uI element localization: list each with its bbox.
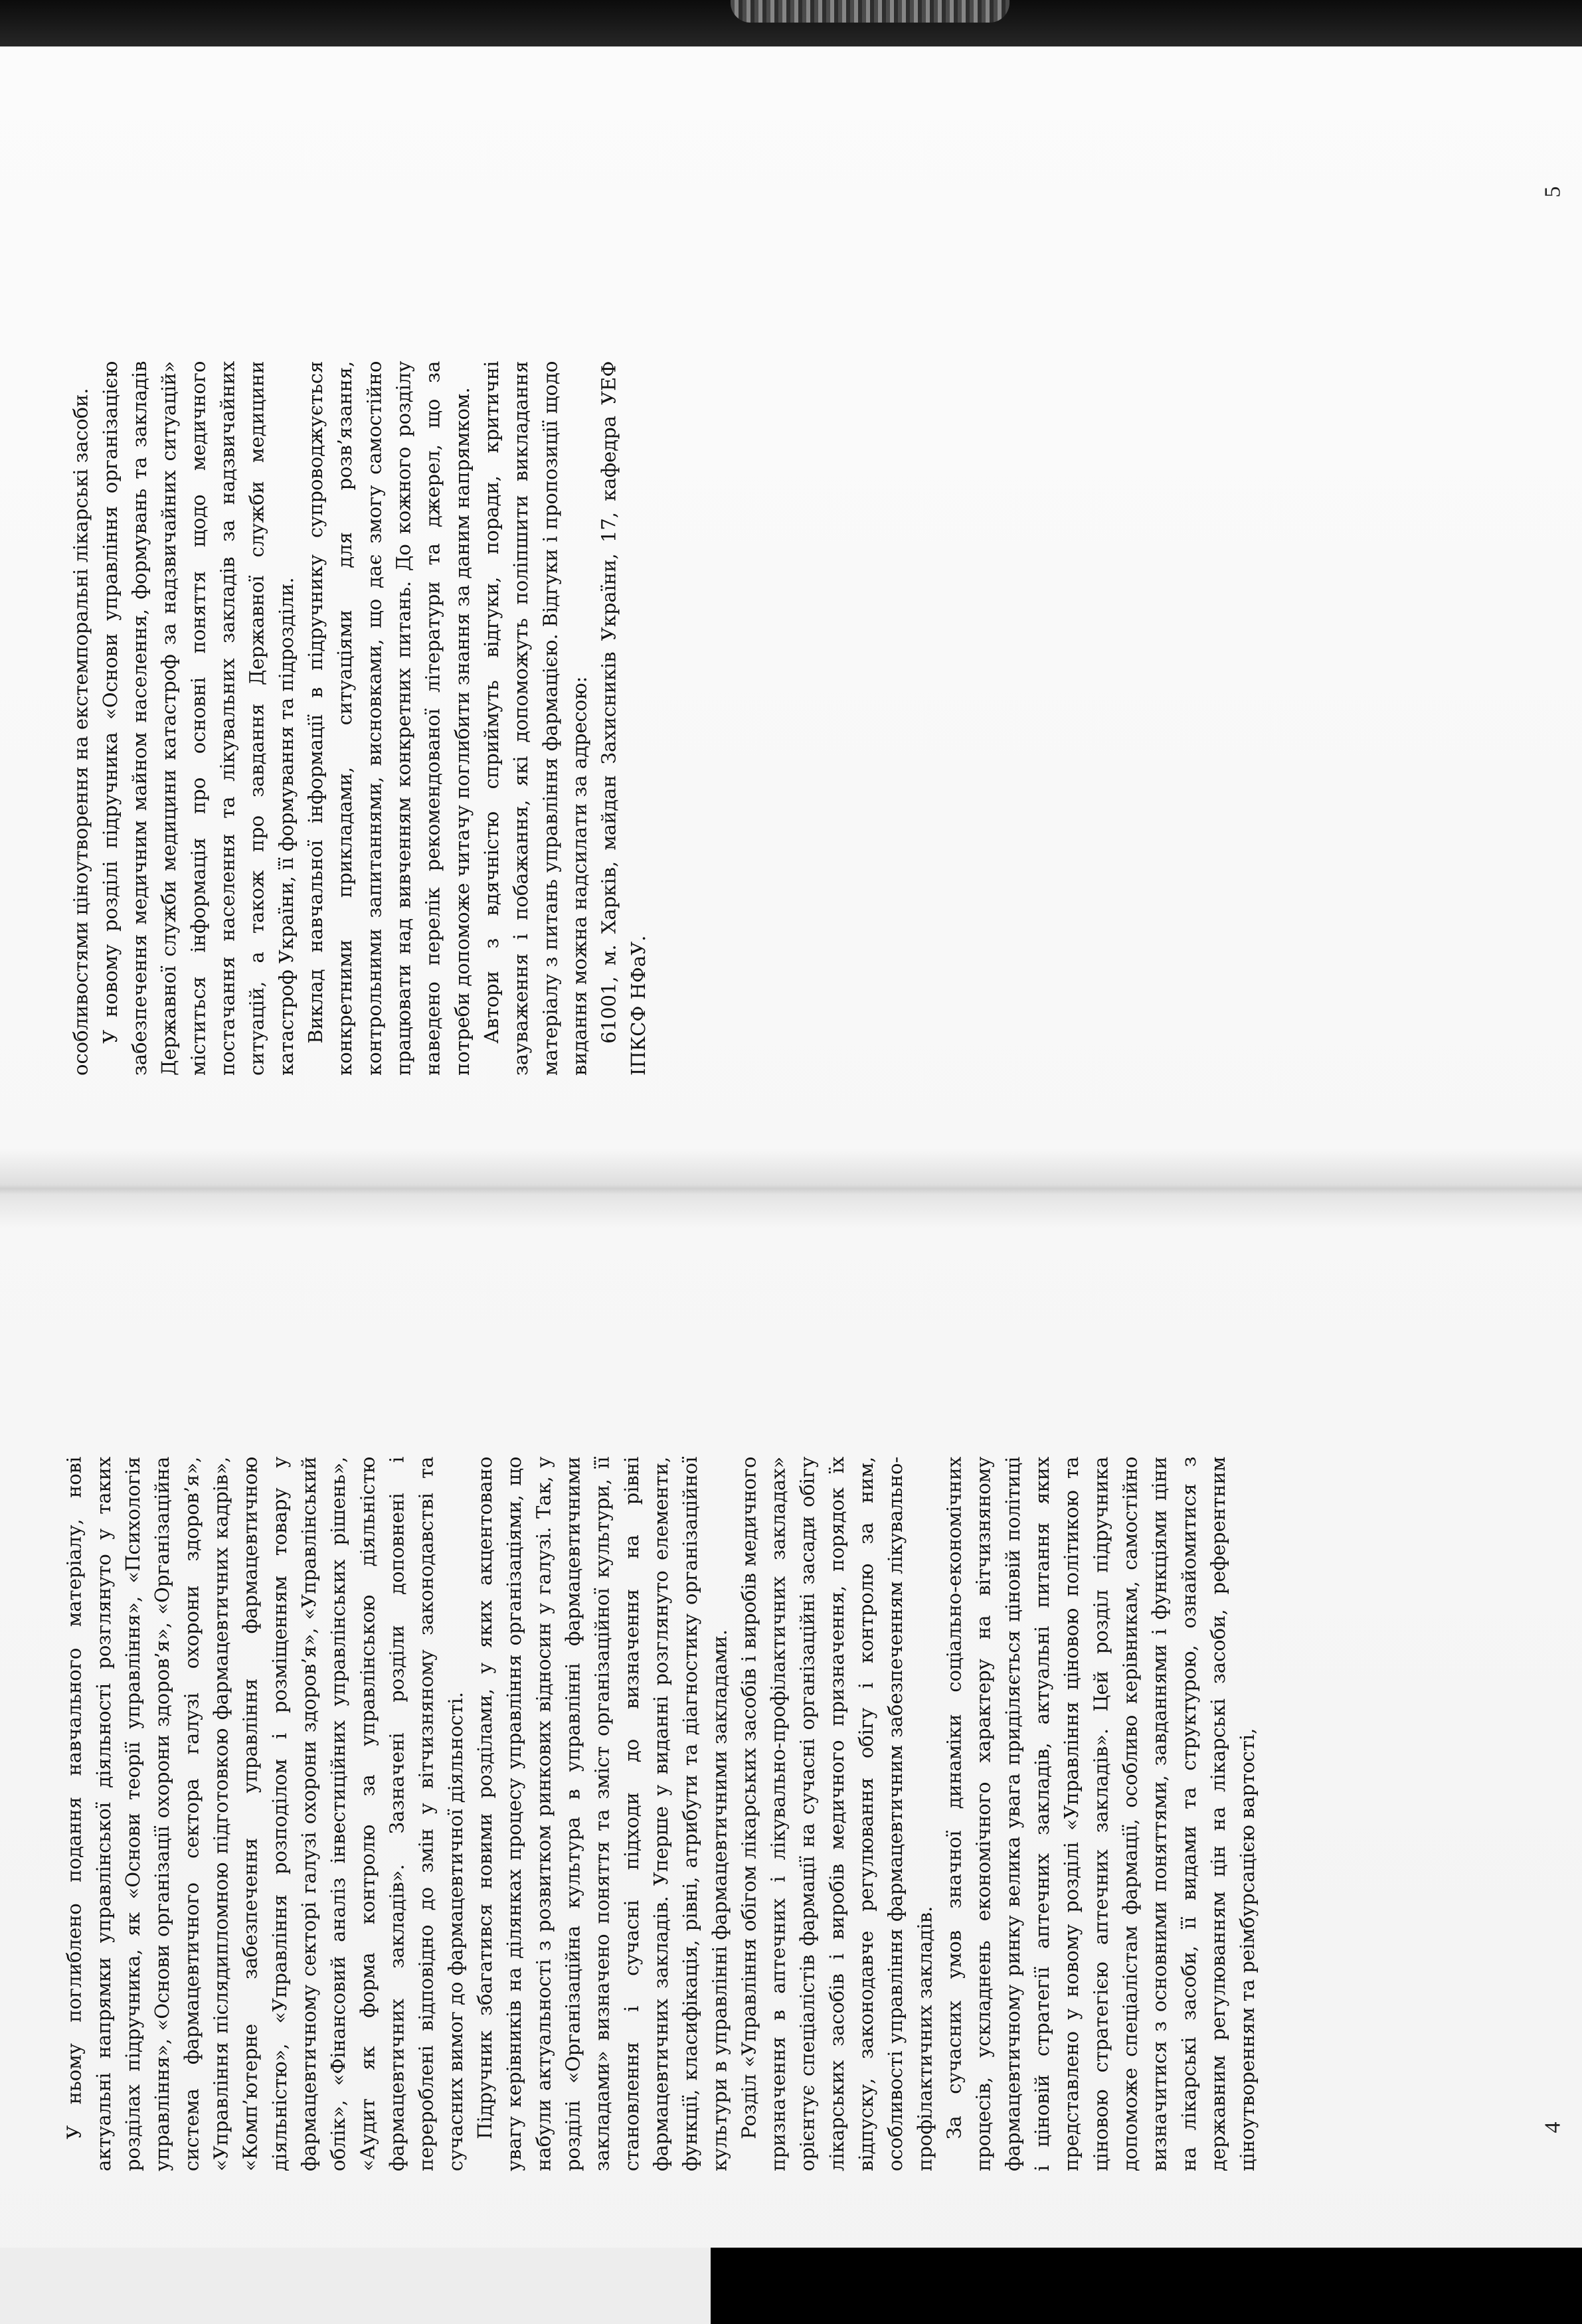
paragraph: Підручник збагатився новими розділами, у яких акцентовано увагу керівників на ділянках процесу управління організаціями, що набули актуальності з розвитком ринкових відносин у галузі. Так, у розділі «Організаційна культура в управлінні фармацевтичними закладами» визначено поняття та зміст організаційної культури, її становлення і сучасні підходи до визначення на рівні фармацевтичних закладів. Уперше у виданні розглянуто елементи, функції, класифікація, рівні, атрибути та діагностику організаційної культури в управлінні фармацевтичними закладами. [474,1456,731,2171]
paragraph-address: 61001, м. Харків, майдан Захисників України, 17, кафедра УЕФ ІПКСФ НФаУ. [597,361,650,1076]
paragraph: Автори з вдячністю сприймуть відгуки, поради, критичні зауваження і побажання, які допоможуть поліпшити викладання матеріалу з питань управління фармацією. Відгуки і пропозиції щодо видання можна надсилати за адресою: [480,361,591,1076]
page-5 [66,361,1102,1076]
paragraph: У ньому поглиблено подання навчального матеріалу, нові актуальні напрямки управлінської діяльності розглянуто у таких розділах підручника, як «Основи теорії управління», «Психологія управління», «Основи організації охорони здоров’я», «Організаційна система фармацевтичного сектора галузі охорони здоров’я», «Управління післядипломною підготовкою фармацевтичних кадрів», «Комп’ютерне забезпечення управління фармацевтичною діяльністю», «Управління розподілом і розміщенням товару у фармацевтичному секторі галузі охорони здоров’я», «Управлінський облік», «Фінансовий аналіз інвестиційних управлінських рішень», «Аудит як форма контролю за управлінською діяльністю фармацевтичних закладів». Зазначені розділи доповнені і перероблені відповідно до змін у вітчизняному законодавстві та сучасних вимог до фармацевтичної діяльності. [62,1456,467,2171]
page-number: 4 [1540,2121,1565,2133]
page-number: 5 [1540,186,1565,198]
page-4-region [0,1129,1582,2218]
paragraph: За сучасних умов значної динаміки соціально-економічних процесів, ускладнень економічного характеру на вітчизняному фармацевтичному ринку велика увага приділяється ціновій політиці і ціновій стратегії аптечних закладів, актуальні питання яких представлено у новому розділі «Управління ціновою політикою та ціновою стратегією аптечних закладів». Цей розділ підручника допоможе спеціалістам фармації, особливо керівникам, самостійно визначитися з основними поняттями, завданнями і функціями ціни на лікарські засоби, її видами та структурою, ознайомитися з державним регулюванням цін на лікарські засоби, референтним ціноутворенням та реімбурсацією вартості, [942,1456,1259,2171]
page-5-region [0,0,1582,1089]
paragraph: особливостями ціноутворення на екстемпоральні лікарські засоби. [69,388,92,1076]
paragraph: У новому розділі підручника «Основи управління організацією забезпечення медичним майном населення, формувань та закладів Державної служби медицини катастроф за надзвичайних ситуацій» міститься інформація про основні поняття щодо медичного постачання населення та лікувальних закладів за надзвичайних ситуацій, а також про завдання Державної служби медицини катастроф України, її формування та підрозділи. [98,361,298,1076]
page-4 [60,1456,1259,2171]
scanner-shadow [711,2248,1582,2324]
paragraph: Розділ «Управління обігом лікарських засобів і виробів медичного призначення в аптечних і лікувально-профілактичних закладах» орієнтує спеціалістів фармації на сучасні організаційні засади обігу лікарських засобів і виробів медичного призначення, порядок їх відпуску, законодавче регулювання обігу і контролю за ним, особливості управління фармацевтичним забезпеченням лікувально-профілактичних закладів. [737,1456,936,2171]
paragraph: Виклад навчальної інформації в підручнику супроводжується конкретними прикладами, ситуаціями для розв’язання, контрольними запитаннями, висновками, що дає змогу самостійно працювати над вивченням конкретних питань. До кожного розділу наведено перелік рекомендованої літератури та джерел, що за потреби допоможе читачу поглибити знання за даним напрямком. [304,361,474,1076]
